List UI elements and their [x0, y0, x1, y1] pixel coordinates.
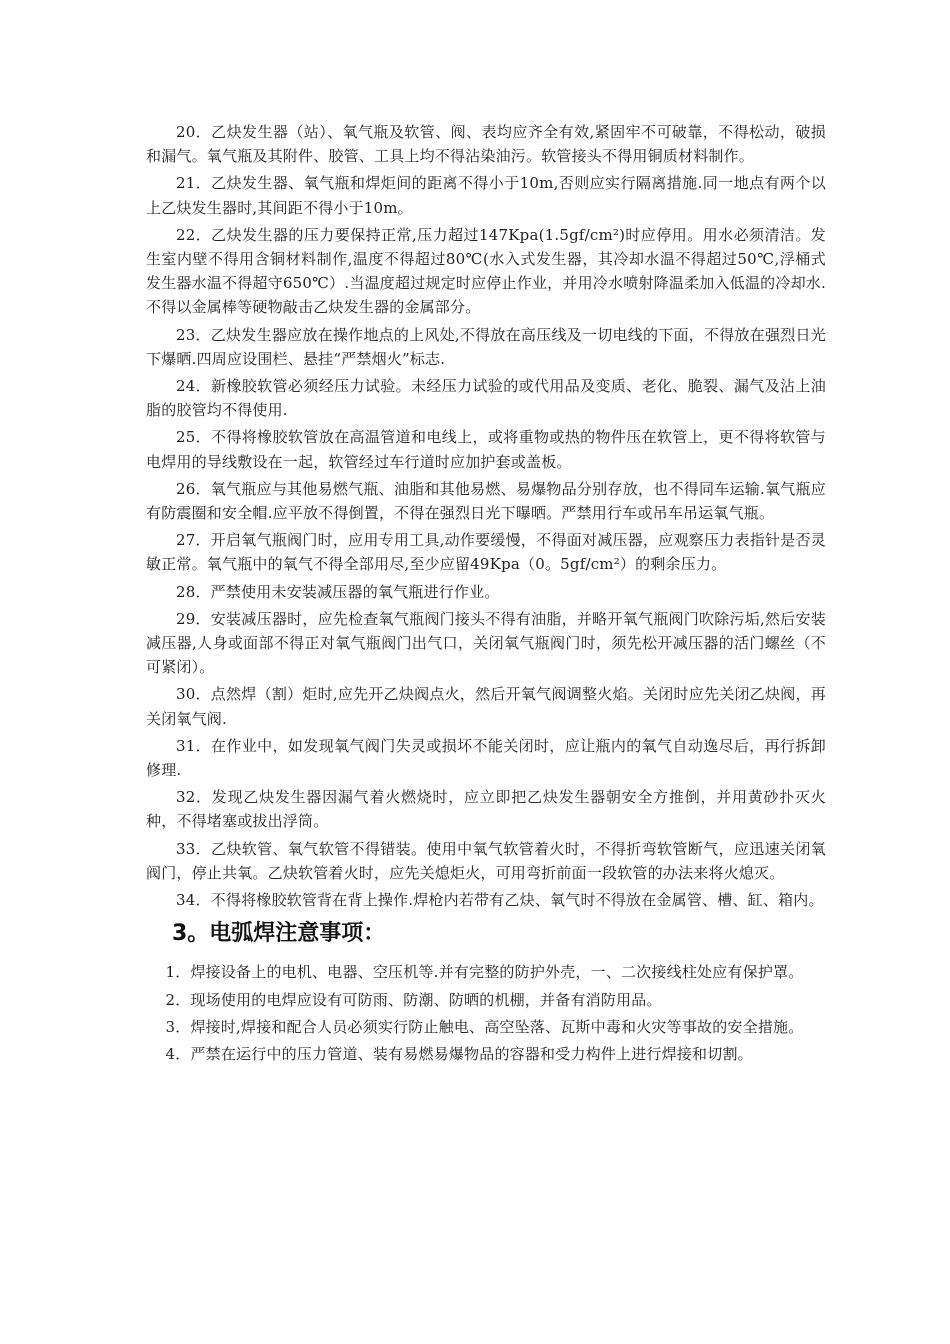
arc-rule-3: 3．焊接时,焊接和配合人员必须实行防止触电、高空坠落、瓦斯中毒和火灾等事故的安全措施。: [165, 1017, 804, 1036]
rule-34: 34．不得将橡胶软管背在背上操作.焊枪内若带有乙炔、氧气时不得放在金属管、槽、缸、箱内。: [176, 891, 824, 910]
rule-21: 21．乙炔发生器、氧气瓶和焊炬间的距离不得小于10m,否则应实行隔离措施.同一地点有两个以上乙炔发生器时,其间距不得小于10m。: [146, 174, 826, 217]
document-body: [146, 120, 826, 1069]
section-heading-arc-welding: 3。电弧焊注意事项：: [172, 921, 386, 947]
rule-25: 25．不得将橡胶软管放在高温管道和电线上，或将重物或热的物件压在软管上，更不得将软管与电焊用的导线敷设在一起，软管经过车行道时应加护套或盖板。: [146, 428, 826, 471]
rule-22: 22．乙炔发生器的压力要保持正常,压力超过147Kpa(1.5gf/cm²)时应停用。用水必须清洁。发生室内壁不得用含铜材料制作,温度不得超过80℃(水入式发生器，其冷却水温不得超过50℃,浮桶式发生器水温不得超守650℃）.当温度超过规定时应停止作业，并用冷水喷射降温柔加入低温的冷却水.不得以金属棒等硬物敲击乙炔发生器的金属部分。: [146, 225, 826, 317]
rule-20: 20．乙炔发生器（站）、氧气瓶及软管、阀、表均应齐全有效,紧固牢不可破靠，不得松动，破损和漏气。氧气瓶及其附件、胶管、工具上均不得沾染油污。软管接头不得用铜质材料制作。: [146, 123, 826, 166]
rule-28: 28．严禁使用未安装减压器的氧气瓶进行作业。: [176, 582, 500, 601]
rule-32: 32．发现乙炔发生器因漏气着火燃烧时，应立即把乙炔发生器朝安全方推倒，并用黄砂扑灭火种，不得堵塞或拔出浮筒。: [146, 788, 826, 831]
rule-24: 24．新橡胶软管必须经压力试验。未经压力试验的或代用品及变质、老化、脆裂、漏气及沾上油脂的胶管均不得使用.: [146, 377, 826, 420]
rule-30: 30．点然焊（割）炬时,应先开乙炔阀点火，然后开氧气阀调整火焰。关闭时应先关闭乙炔阀，再关闭氧气阀.: [146, 685, 826, 728]
rule-23: 23．乙炔发生器应放在操作地点的上风处,不得放在高压线及一切电线的下面，不得放在强烈日光下爆晒.四周应设围栏、悬挂“严禁烟火”标志.: [146, 325, 826, 368]
rule-33: 33．乙炔软管、氧气软管不得错装。使用中氧气软管着火时，不得折弯软管断气，应迅速关闭氧阀门，停止共氧。乙炔软管着火时，应先关熄炬火，可用弯折前面一段软管的办法来将火熄灭。: [146, 839, 826, 882]
arc-rule-2: 2．现场使用的电焊应设有可防雨、防潮、防晒的机棚，并备有消防用品。: [165, 990, 662, 1009]
rule-31: 31．在作业中，如发现氧气阀门失灵或损坏不能关闭时，应让瓶内的氧气自动逸尽后，再行拆卸修理.: [146, 736, 826, 780]
arc-rule-1: 1．焊接设备上的电机、电器、空压机等.并有完整的防护外壳，一、二次接线柱处应有保护罩。: [165, 963, 804, 982]
rule-27: 27．开启氧气瓶阀门时，应用专用工具,动作要缓慢，不得面对减压器，应观察压力表指针是否灵敏正常。氧气瓶中的氧气不得全部用尽,至少应留49Kpa（0。5gf/cm²）的剩余压力。: [146, 531, 826, 574]
rule-26: 26．氧气瓶应与其他易燃气瓶、油脂和其他易燃、易爆物品分别存放，也不得同车运输.氧气瓶应有防震圈和安全帽.应平放不得倒置，不得在强烈日光下曝晒。严禁用行车或吊车吊运氧气瓶。: [146, 479, 826, 523]
arc-rule-4: 4．严禁在运行中的压力管道、装有易燃易爆物品的容器和受力构件上进行焊接和切割。: [165, 1044, 753, 1063]
rule-29: 29．安装减压器时，应先检查氧气瓶阀门接头不得有油脂，并略开氧气瓶阀门吹除污垢,然后安装减压器,人身或面部不得正对氧气瓶阀门出气口，关闭氧气瓶阀门时，须先松开减压器的活门螺丝（不可紧闭）。: [146, 609, 826, 677]
